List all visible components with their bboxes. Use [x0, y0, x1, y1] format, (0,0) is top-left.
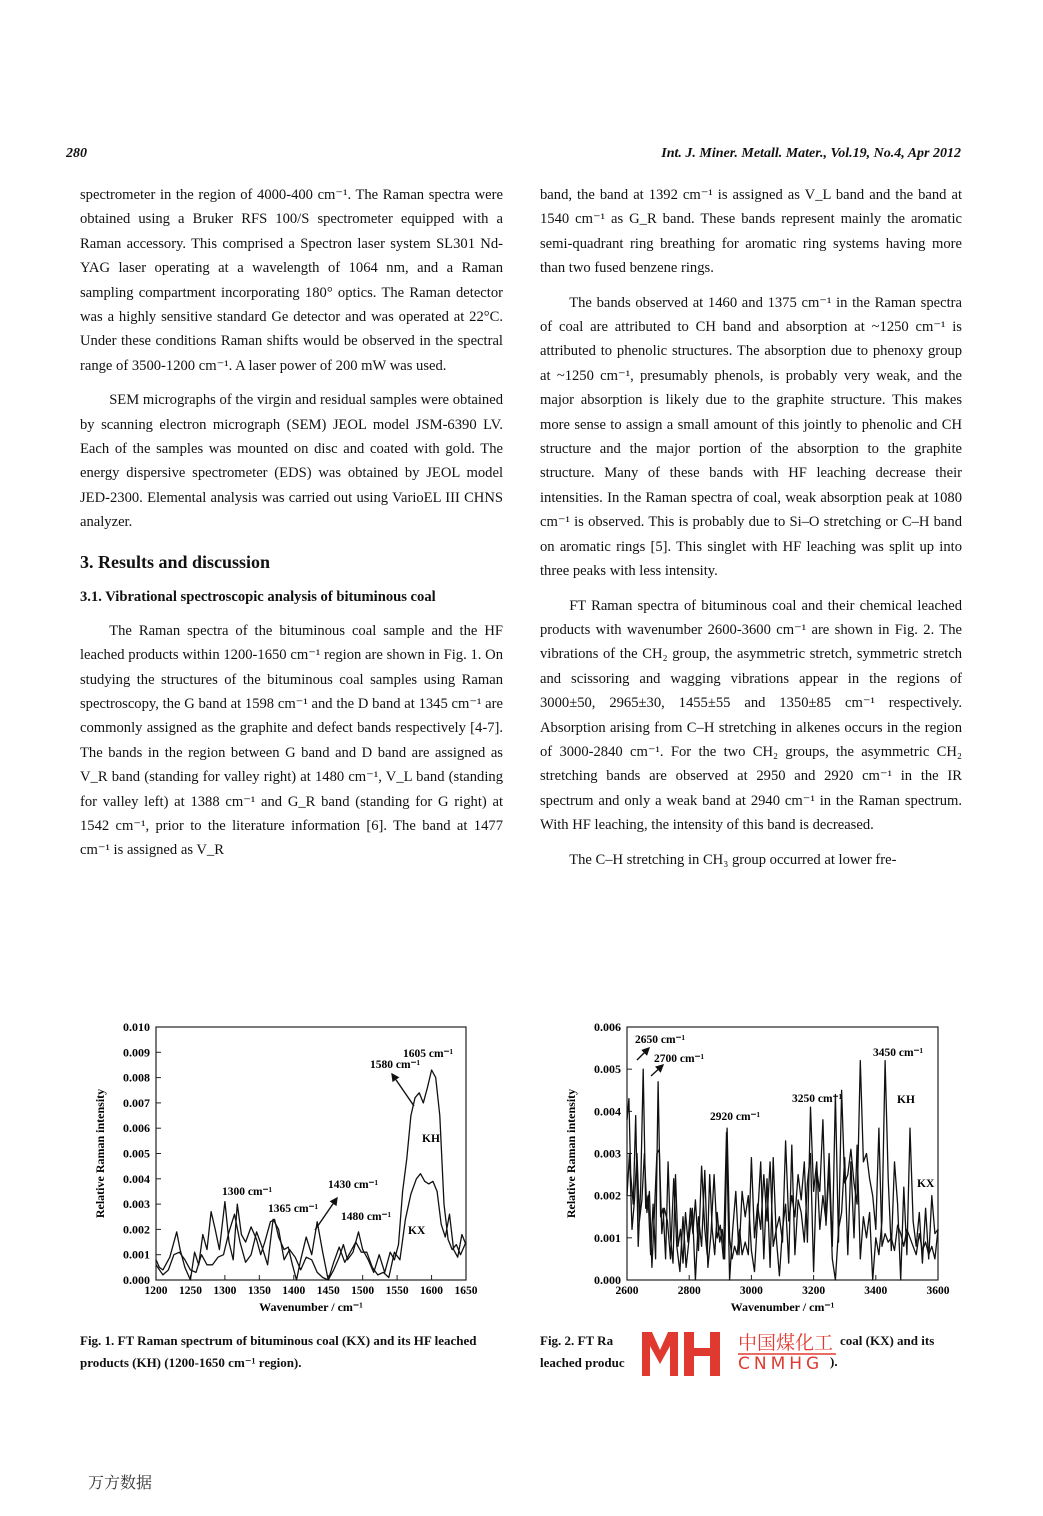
y-tick-label: 0.000	[123, 1273, 150, 1287]
x-axis-label: Wavenumber / cm⁻¹	[259, 1300, 363, 1314]
x-tick-label: 2800	[677, 1285, 701, 1297]
right-column	[540, 183, 962, 872]
paragraph: spectrometer in the region of 4000-400 cm⁻¹. The Raman spectra were obtained using a Bruker RFS 100/S spectrometer equipped with a Raman accessory. This comprised a Spectron laser system SL301 Nd-YAG laser operating at a wavelength of 1064 nm, and a Raman sampling compartment incorporating 180° optics. The Raman detector was a highly sensitive standard Ge detector and was operated at 22°C. Under these conditions Raman shifts would be observed in the spectral range of 3500-1200 cm⁻¹. A laser power of 200 mW was used.	[80, 187, 503, 374]
y-tick-label: 0.002	[594, 1188, 621, 1203]
peak-annotation: 2700 cm⁻¹	[654, 1053, 705, 1065]
x-tick-label: 2600	[615, 1285, 639, 1297]
section-heading: 3. Results and discussion	[80, 551, 271, 572]
y-tick-label: 0.005	[123, 1146, 150, 1161]
x-tick-label: 3000	[739, 1285, 763, 1297]
series-label: KX	[408, 1225, 426, 1237]
y-tick-label: 0.004	[594, 1104, 621, 1119]
x-tick-label: 3400	[864, 1285, 888, 1297]
caption-text: coal (KX) and its	[840, 1333, 935, 1348]
y-tick-label: 0.010	[123, 1020, 150, 1034]
y-tick-label: 0.006	[123, 1121, 150, 1136]
annotation-arrow	[392, 1074, 414, 1106]
x-tick-label: 1250	[178, 1285, 202, 1297]
journal-header: Int. J. Miner. Metall. Mater., Vol.19, No.4, Apr 2012	[661, 146, 961, 161]
series-label: KH	[422, 1133, 440, 1145]
y-tick-label: 0.003	[594, 1146, 621, 1161]
x-tick-label: 1600	[420, 1285, 444, 1297]
caption-text: ).	[830, 1354, 838, 1369]
y-tick-label: 0.001	[594, 1230, 621, 1245]
x-tick-label: 1350	[247, 1285, 271, 1297]
paragraph: FT Raman spectra of bituminous coal and their chemical leached products with wavenumber 2600-3600 cm⁻¹ are shown in Fig. 2. The vibrations of the CH₂ group, the asymmetric stretch, symmetric stretch and scissoring and wagging vibrations appear in the regions of 3000±50, 2965±30, 1455±55 and 1350±85 cm⁻¹ respectively. Absorption arising from C–H stretching in alkenes occurs in the region of 3000-2840 cm⁻¹. For the two CH₂ groups, the asymmetric CH₂ stretching bands are observed at 2950 and 2920 cm⁻¹ in the IR spectrum and only a weak band at 2940 cm⁻¹ in the Raman spectrum. With HF leaching, the intensity of this band is decreased.	[540, 597, 962, 834]
x-tick-label: 1650	[454, 1285, 478, 1297]
x-tick-label: 1450	[316, 1285, 340, 1297]
figure-2	[545, 1010, 965, 1320]
y-axis-label: Relative Raman intensity	[93, 1088, 107, 1219]
peak-annotation: 3250 cm⁻¹	[792, 1093, 843, 1105]
figure-2-caption-start	[540, 1330, 640, 1374]
paragraph: The bands observed at 1460 and 1375 cm⁻¹ in the Raman spectra of coal are attributed to CH band and absorption at ~1250 cm⁻¹ is attributed to phenolic structures. The absorption due to phenoxy group at ~1250 cm⁻¹, presumably phenols, is probably very weak, and the major absorption is likely due to the graphite structure. This makes more sense to assign a small amount of this jointly to phenolic and CH structure and the major portion of the absorption to the graphite structure. Many of these bands with HF leaching decrease their intensities. In the Raman spectra of coal, weak absorption peak at 1080 cm⁻¹ is observed. This is probably due to Si–O stretching or C–H band on aromatic rings [5]. This singlet with HF leaching was split up into three peaks with less intensity.	[540, 294, 962, 580]
y-tick-label: 0.005	[594, 1062, 621, 1077]
y-tick-label: 0.007	[123, 1095, 150, 1110]
x-tick-label: 3200	[802, 1285, 826, 1297]
x-tick-label: 1300	[213, 1285, 237, 1297]
fig2-chart	[545, 1010, 965, 1320]
footer-source: 万方数据	[88, 1473, 153, 1492]
x-tick-label: 1200	[144, 1285, 168, 1297]
paragraph: The C–H stretching in CH₃ group occurred at lower fre-	[569, 851, 897, 868]
y-tick-label: 0.000	[594, 1273, 621, 1287]
peak-annotation: 1300 cm⁻¹	[222, 1186, 273, 1198]
series-label: KH	[897, 1094, 915, 1106]
peak-annotation: 1430 cm⁻¹	[328, 1179, 379, 1191]
fig1-chart	[70, 1010, 490, 1320]
watermark-latin: CNMHG	[738, 1354, 824, 1374]
paragraph: SEM micrographs of the virgin and residual samples were obtained by scanning electron micrograph (SEM) JEOL model JSM-6390 LV. Each of the samples was mounted on disc and coated with gold. The energy dispersive spectrometer (EDS) was obtained by JEOL model JED-2300. Elemental analysis was carried out using VarioEL III CHNS analyzer.	[80, 392, 503, 531]
peak-annotation: 1605 cm⁻¹	[403, 1048, 454, 1060]
caption-text: Fig. 2. FT Ra	[540, 1333, 614, 1348]
x-tick-label: 3600	[926, 1285, 950, 1297]
watermark-logo	[626, 1326, 956, 1376]
caption-text: leached produc	[540, 1355, 625, 1370]
paragraph: band, the band at 1392 cm⁻¹ is assigned as V_L band and the band at 1540 cm⁻¹ as G_R band. These bands represent mainly the aromatic semi-quadrant ring breathing for aromatic ring systems having more than two fused benzene rings.	[540, 187, 962, 277]
peak-annotation: 2650 cm⁻¹	[635, 1034, 686, 1046]
peak-annotation: 2920 cm⁻¹	[710, 1111, 761, 1123]
x-axis-label: Wavenumber / cm⁻¹	[730, 1300, 835, 1314]
figure-1-caption: Fig. 1. FT Raman spectrum of bituminous coal (KX) and its HF leached products (KH) (1200-1650 cm⁻¹ region).	[80, 1333, 477, 1370]
x-tick-label: 1500	[351, 1285, 375, 1297]
y-tick-label: 0.006	[594, 1020, 621, 1034]
y-tick-label: 0.003	[123, 1197, 150, 1212]
left-column	[80, 183, 503, 863]
y-tick-label: 0.004	[123, 1171, 150, 1186]
subsection-heading: 3.1. Vibrational spectroscopic analysis of bituminous coal	[80, 588, 436, 605]
series-label: KX	[917, 1178, 935, 1190]
x-tick-label: 1550	[385, 1285, 409, 1297]
peak-annotation: 1365 cm⁻¹	[268, 1203, 319, 1215]
annotation-arrow	[651, 1065, 663, 1076]
watermark-chinese: 中国煤化工	[738, 1332, 834, 1354]
peak-annotation: 1580 cm⁻¹	[370, 1059, 421, 1071]
paragraph: The Raman spectra of the bituminous coal sample and the HF leached products within 1200-1650 cm⁻¹ region are shown in Fig. 1. On studying the structures of the bituminous coal samples using Raman spectroscopy, the G band at 1598 cm⁻¹ and the D band at 1345 cm⁻¹ are commonly assigned as the graphite and defect bands respectively [4-7]. The bands in the region between G band and D band are assigned as V_R band (standing for valley right) at 1480 cm⁻¹, V_L band (standing for valley left) at 1388 cm⁻¹ and G_R band (standing for G right) at 1542 cm⁻¹, prior to the literature information [6]. The band at 1477 cm⁻¹ is assigned as V_R	[80, 622, 503, 859]
annotation-arrow	[315, 1198, 337, 1230]
peak-annotation: 1480 cm⁻¹	[341, 1211, 392, 1223]
peak-annotation: 3450 cm⁻¹	[873, 1047, 924, 1059]
y-tick-label: 0.009	[123, 1045, 150, 1060]
y-tick-label: 0.008	[123, 1070, 150, 1085]
y-tick-label: 0.001	[123, 1247, 150, 1262]
annotation-arrow	[637, 1048, 649, 1060]
y-tick-label: 0.002	[123, 1222, 150, 1237]
page-number: 280	[66, 146, 87, 161]
x-tick-label: 1400	[282, 1285, 306, 1297]
figure-1	[70, 1010, 490, 1320]
y-axis-label: Relative Raman intensity	[564, 1088, 578, 1219]
